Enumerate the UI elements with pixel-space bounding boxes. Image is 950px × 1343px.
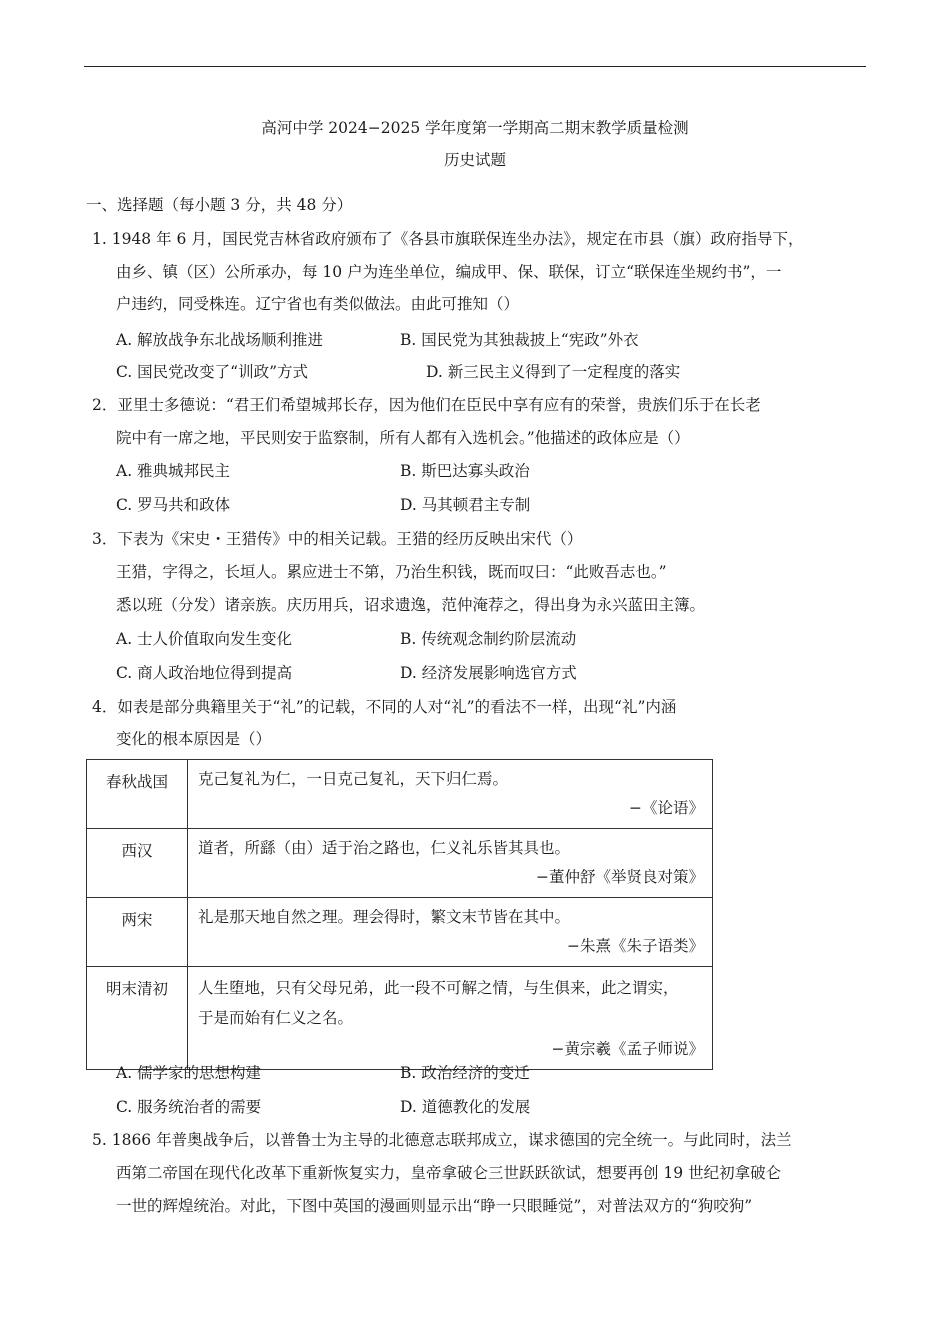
question-5-line: 西第二帝国在现代化改革下重新恢复实力，皇帝拿破仑三世跃跃欲试，想要再创 19 世纪初拿破仑 — [116, 1164, 782, 1182]
option-b: B. 传统观念制约阶层流动 — [400, 630, 577, 648]
option-b: B. 国民党为其独裁披上“宪政”外衣 — [400, 331, 639, 349]
option-c: C. 国民党改变了“训政”方式 — [116, 363, 309, 381]
era-cell: 春秋战国 — [87, 760, 188, 829]
exam-title: 高河中学 2024−2025 学年度第一学期高二期末教学质量检测 — [261, 119, 689, 137]
question-3-line: 悉以班（分发）诸亲族。庆历用兵，诏求遗逸，范仲淹荐之，得出身为永兴蓝田主簿。 — [116, 596, 706, 614]
option-a: A. 雅典城邦民主 — [116, 462, 231, 480]
question-5-line: 一世的辉煌统治。对此，下图中英国的漫画则显示出“睁一只眼睡觉”，对普法双方的“狗咬狗” — [116, 1197, 753, 1215]
quote-source: −《论语》 — [629, 799, 704, 817]
option-d: D. 新三民主义得到了一定程度的落实 — [426, 363, 681, 381]
question-1-line: 户违约，同受株连。辽宁省也有类似做法。由此可推知（） — [116, 295, 520, 313]
era-cell: 西汉 — [87, 829, 188, 898]
quote-cell — [188, 898, 713, 967]
question-4-line: 变化的根本原因是（） — [116, 730, 272, 748]
table-row — [87, 760, 713, 829]
li-records-table — [86, 759, 713, 1070]
quote-cell — [188, 760, 713, 829]
quote-source: −董仲舒《举贤良对策》 — [536, 868, 704, 886]
question-2-line: 2．亚里士多德说：“君王们希望城邦长存，因为他们在臣民中享有应有的荣誉，贵族们乐于在长老 — [92, 396, 761, 414]
table-row — [87, 967, 713, 1070]
quote-text: 道者，所繇（由）适于治之路也，仁义礼乐皆其具也。 — [198, 839, 571, 857]
option-d: D. 道德教化的发展 — [400, 1098, 531, 1116]
quote-text: 人生堕地，只有父母兄弟，此一段不可解之情，与生俱来，此之谓实， — [198, 979, 679, 997]
header-rule — [84, 66, 866, 67]
era-cell: 明末清初 — [87, 967, 188, 1070]
table-row — [87, 829, 713, 898]
quote-source: −黄宗羲《孟子师说》 — [551, 1040, 704, 1058]
option-b: B. 政治经济的变迁 — [400, 1064, 530, 1082]
question-2-line: 院中有一席之地，平民则安于监察制，所有人都有入选机会。”他描述的政体应是（） — [116, 429, 690, 447]
option-d: D. 马其顿君主专制 — [400, 496, 531, 514]
section-heading: 一、选择题（每小题 3 分，共 48 分） — [86, 196, 353, 214]
era-cell: 两宋 — [87, 898, 188, 967]
question-5-line: 5. 1866 年普奥战争后，以普鲁士为主导的北德意志联邦成立，谋求德国的完全统一。与此同时，法兰 — [92, 1131, 792, 1149]
question-4-line: 4．如表是部分典籍里关于“礼”的记载，不同的人对“礼”的看法不一样，出现“礼”内涵 — [92, 698, 677, 716]
quote-source: −朱熹《朱子语类》 — [567, 937, 704, 955]
quote-text: 礼是那天地自然之理。理会得时，繁文末节皆在其中。 — [198, 908, 571, 926]
option-a: A. 士人价值取向发生变化 — [116, 630, 293, 648]
option-a: A. 解放战争东北战场顺利推进 — [116, 331, 324, 349]
question-1-line: 1. 1948 年 6 月，国民党吉林省政府颁布了《各县市旗联保连坐办法》，规定在市县（旗）政府指导下， — [92, 230, 804, 248]
question-1-line: 由乡、镇（区）公所承办，每 10 户为连坐单位，编成甲、保、联保，订立“联保连坐规约书”，一 — [116, 263, 782, 281]
exam-subtitle: 历史试题 — [443, 151, 506, 169]
option-b: B. 斯巴达寡头政治 — [400, 462, 530, 480]
option-c: C. 商人政治地位得到提高 — [116, 664, 293, 682]
option-c: C. 罗马共和政体 — [116, 496, 231, 514]
option-a: A. 儒学家的思想构建 — [116, 1064, 262, 1082]
question-3-line: 王猎，字得之，长垣人。累应进士不第，乃治生积钱，既而叹曰：“此败吾志也。” — [116, 563, 667, 581]
question-3-line: 3．下表为《宋史・王猎传》中的相关记载。王猎的经历反映出宋代（） — [92, 530, 583, 548]
quote-cell — [188, 967, 713, 1070]
option-d: D. 经济发展影响选官方式 — [400, 664, 577, 682]
table-row — [87, 898, 713, 967]
quote-cell — [188, 829, 713, 898]
option-c: C. 服务统治者的需要 — [116, 1098, 262, 1116]
quote-text: 克己复礼为仁，一日克己复礼，天下归仁焉。 — [198, 770, 509, 788]
quote-text: 于是而始有仁义之名。 — [198, 1009, 354, 1027]
